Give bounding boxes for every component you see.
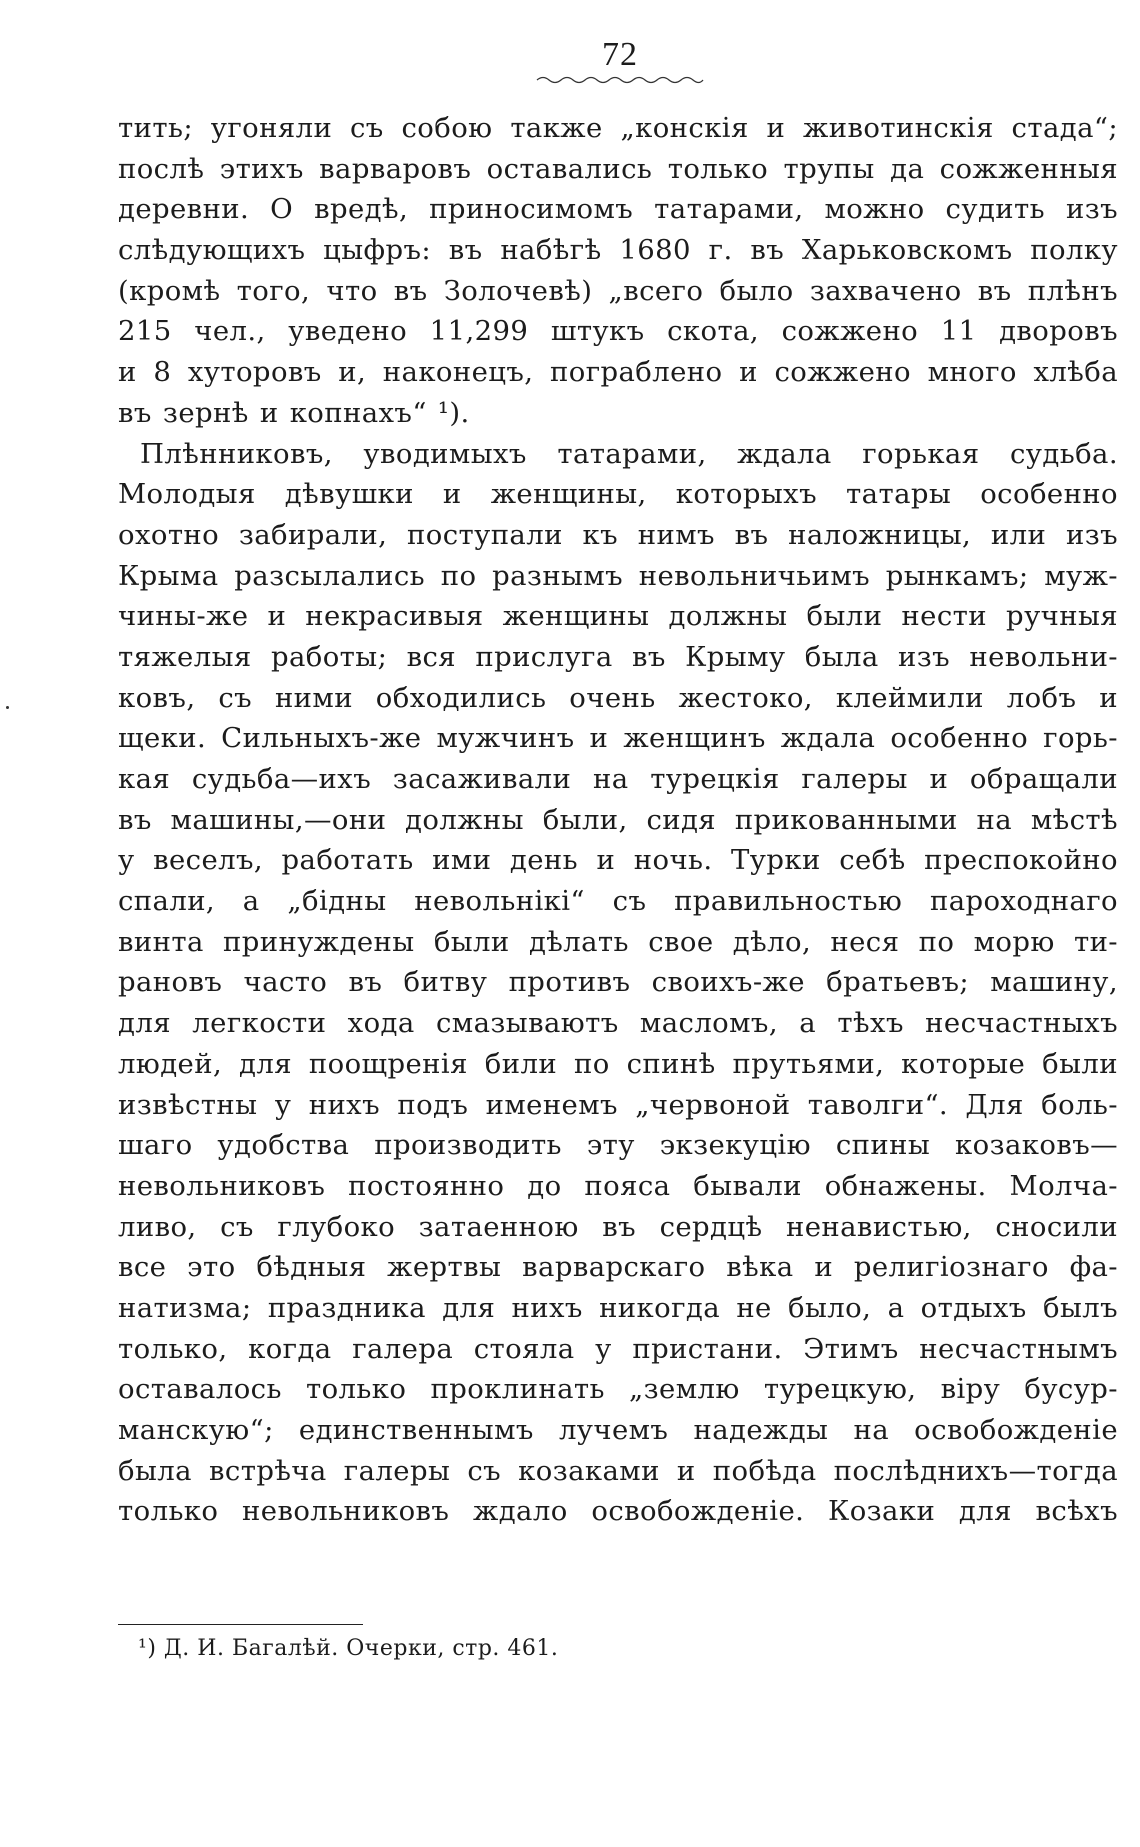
text-line: только невольниковъ ждало освобожденіе. Козаки для всѣхъ (118, 1495, 1118, 1528)
text-line: въ машины,—они должны были, сидя прикованными на мѣстѣ (118, 803, 1118, 836)
text-line: людей, для поощренія били по спинѣ прутьями, которые были (118, 1047, 1118, 1080)
text-line: для легкости хода смазываютъ масломъ, а тѣхъ несчастныхъ (118, 1007, 1118, 1040)
footnote-rule (118, 1624, 363, 1625)
text-line: охотно забирали, поступали къ нимъ въ наложницы, или изъ (118, 518, 1118, 551)
text-line: натизма; праздника для нихъ никогда не было, а отдыхъ былъ (118, 1291, 1118, 1324)
page-number: 72 (602, 36, 638, 73)
text-line: слѣдующихъ цыфръ: въ набѣгѣ 1680 г. въ Харьковскомъ полку (118, 234, 1118, 267)
text-line: шаго удобства производить эту экзекуцію спины козаковъ— (118, 1129, 1118, 1162)
text-line: и 8 хуторовъ и, наконецъ, пограблено и сожжено много хлѣба (118, 356, 1118, 389)
text-line: щеки. Сильныхъ-же мужчинъ и женщинъ ждала особенно горь- (118, 722, 1118, 755)
text-line: все это бѣдныя жертвы варварскаго вѣка и религіознаго фа- (118, 1251, 1118, 1284)
text-line: невольниковъ постоянно до пояса бывали обнажены. Молча- (118, 1169, 1118, 1202)
text-line: деревни. О вредѣ, приносимомъ татарами, можно судить изъ (118, 193, 1118, 226)
text-line: у веселъ, работать ими день и ночь. Турки себѣ преспокойно (118, 844, 1118, 877)
margin-mark (6, 706, 9, 709)
text-line: спали, а „бідны невольнікі“ съ правильностью пароходнаго (118, 885, 1118, 918)
text-line: тяжелыя работы; вся прислуга въ Крыму была изъ невольни- (118, 640, 1118, 673)
text-line: тить; угоняли съ собою также „конскія и животинскія стада“; (118, 112, 1118, 144)
text-line: только, когда галера стояла у пристани. Этимъ несчастнымъ (118, 1332, 1118, 1365)
text-line: была встрѣча галеры съ козаками и побѣда послѣднихъ—тогда (118, 1454, 1118, 1487)
text-line: чины-же и некрасивыя женщины должны были нести ручныя (118, 600, 1118, 633)
text-line: въ зернѣ и копнахъ“ ¹). (118, 396, 470, 429)
text-line: извѣстны у нихъ подъ именемъ „червоной таволги“. Для боль- (118, 1088, 1118, 1121)
text-line: 215 чел., уведено 11,299 штукъ скота, сожжено 11 дворовъ (118, 315, 1118, 348)
text-line: (кромѣ того, что въ Золочевѣ) „всего было захвачено въ плѣнъ (118, 274, 1118, 307)
text-line: оставалось только проклинать „землю турецкую, віру бусур- (118, 1373, 1118, 1406)
text-line: ковъ, съ ними обходились очень жестоко, клеймили лобъ и (118, 681, 1118, 714)
text-line: Плѣнниковъ, уводимыхъ татарами, ждала горькая судьба. (140, 437, 1118, 470)
text-line: кая судьба—ихъ засаживали на турецкія галеры и обращали (118, 763, 1118, 795)
text-line: послѣ этихъ варваровъ оставались только трупы да сожженныя (118, 152, 1118, 185)
text-line: манскую“; единственнымъ лучемъ надежды на освобожденіе (118, 1414, 1118, 1446)
footnote: ¹) Д. И. Багалѣй. Очерки, стр. 461. (138, 1636, 559, 1661)
text-line: ливо, съ глубоко затаенною въ сердцѣ ненавистью, сносили (118, 1210, 1118, 1243)
text-line: рановъ часто въ битву противъ своихъ-же братьевъ; машину, (118, 966, 1118, 999)
text-line: Крыма разсылались по разнымъ невольничьимъ рынкамъ; муж- (118, 559, 1118, 592)
page-number-ornament (535, 74, 705, 86)
body-text (118, 108, 1118, 1532)
text-line: Молодыя дѣвушки и женщины, которыхъ татары особенно (118, 478, 1118, 511)
text-line: винта принуждены были дѣлать свое дѣло, неся по морю ти- (118, 925, 1118, 958)
